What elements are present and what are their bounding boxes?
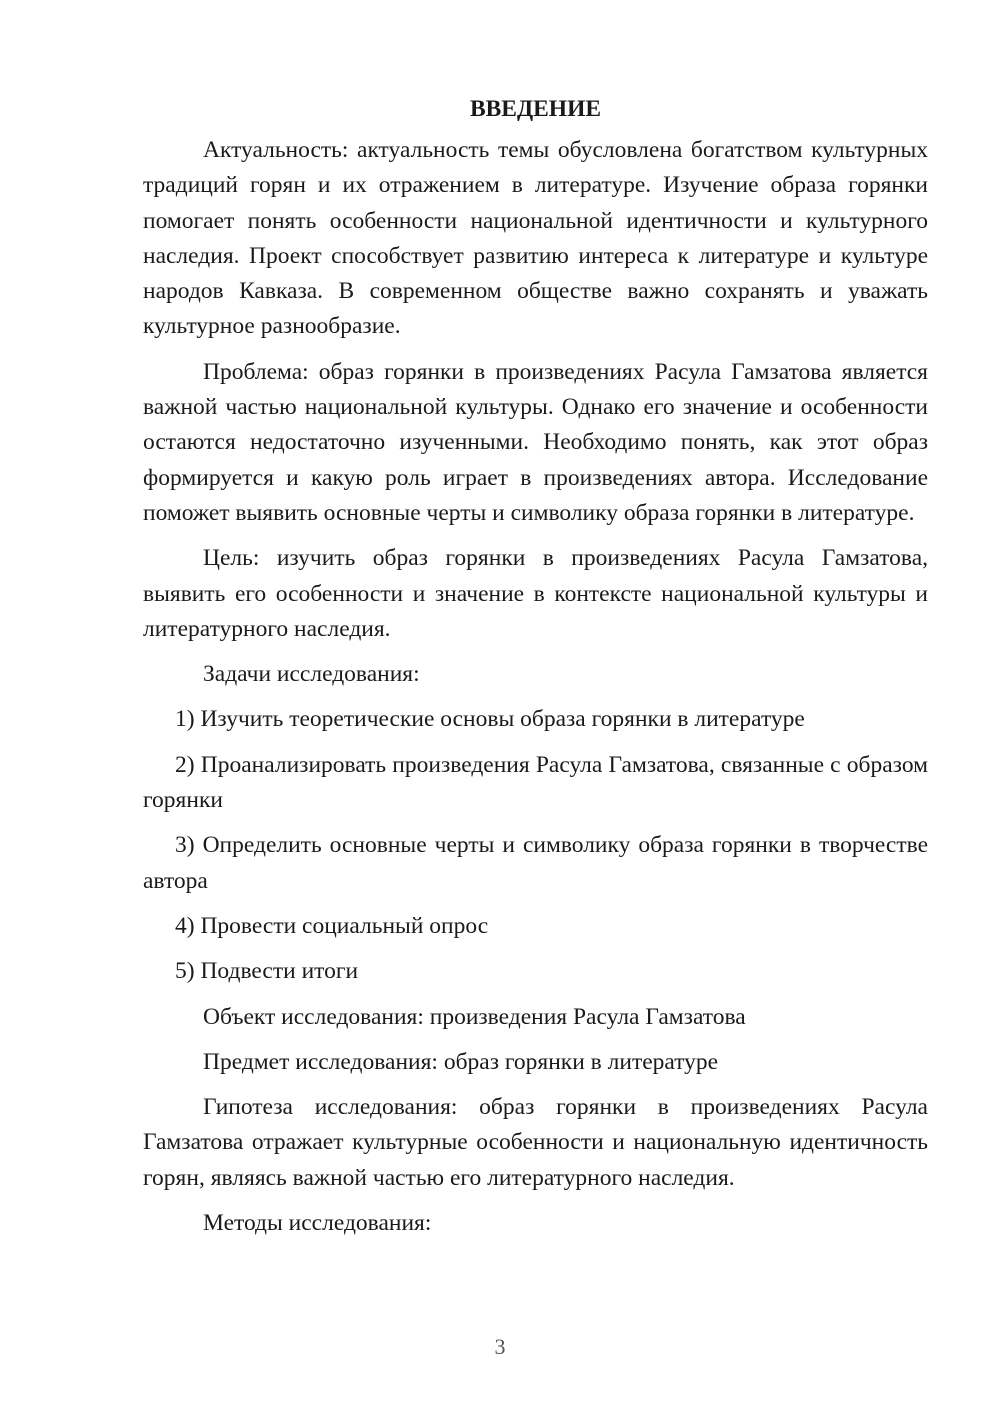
goal-paragraph: Цель: изучить образ горянки в произведениях Расула Гамзатова, выявить его особенности и значение в контексте национальной культуры и литературного наследия. bbox=[143, 545, 928, 642]
task-item-1: 1) Изучить теоретические основы образа горянки в литературе bbox=[175, 706, 805, 733]
task-item-3: 3) Определить основные черты и символику образа горянки в творчестве автора bbox=[143, 832, 928, 894]
document-page bbox=[143, 92, 928, 1251]
task-item-4: 4) Провести социальный опрос bbox=[175, 912, 489, 939]
relevance-paragraph: Актуальность: актуальность темы обусловлена богатством культурных традиций горян и их отражением в литературе. Изучение образа горянки помогает понять особенности национальной идентичности и культурного наследия. Проект способствует развитию интереса к литературе и культуре народов Кавказа. В современном обществе важно сохранять и уважать культурное разнообразие. bbox=[143, 137, 928, 340]
problem-paragraph: Проблема: образ горянки в произведениях Расула Гамзатова является важной частью национальной культуры. Однако его значение и особенности остаются недостаточно изученными. Необходимо понять, как этот образ формируется и какую роль играет в произведениях автора. Исследование поможет выявить основные черты и символику образа горянки в литературе. bbox=[143, 358, 928, 526]
page-number: 3 bbox=[494, 1334, 506, 1359]
subject-paragraph: Предмет исследования: образ горянки в литературе bbox=[203, 1048, 719, 1075]
methods-heading: Методы исследования: bbox=[203, 1210, 432, 1237]
task-item-5: 5) Подвести итоги bbox=[175, 958, 359, 985]
object-paragraph: Объект исследования: произведения Расула Гамзатова bbox=[203, 1003, 746, 1030]
page-title: ВВЕДЕНИЕ bbox=[469, 96, 602, 122]
hypothesis-paragraph: Гипотеза исследования: образ горянки в произведениях Расула Гамзатова отражает культурные особенности и национальную идентичность горян, являясь важной частью его литературного наследия. bbox=[143, 1094, 928, 1191]
tasks-heading: Задачи исследования: bbox=[203, 661, 420, 688]
task-item-2: 2) Проанализировать произведения Расула Гамзатова, связанные с образом горянки bbox=[143, 751, 928, 814]
